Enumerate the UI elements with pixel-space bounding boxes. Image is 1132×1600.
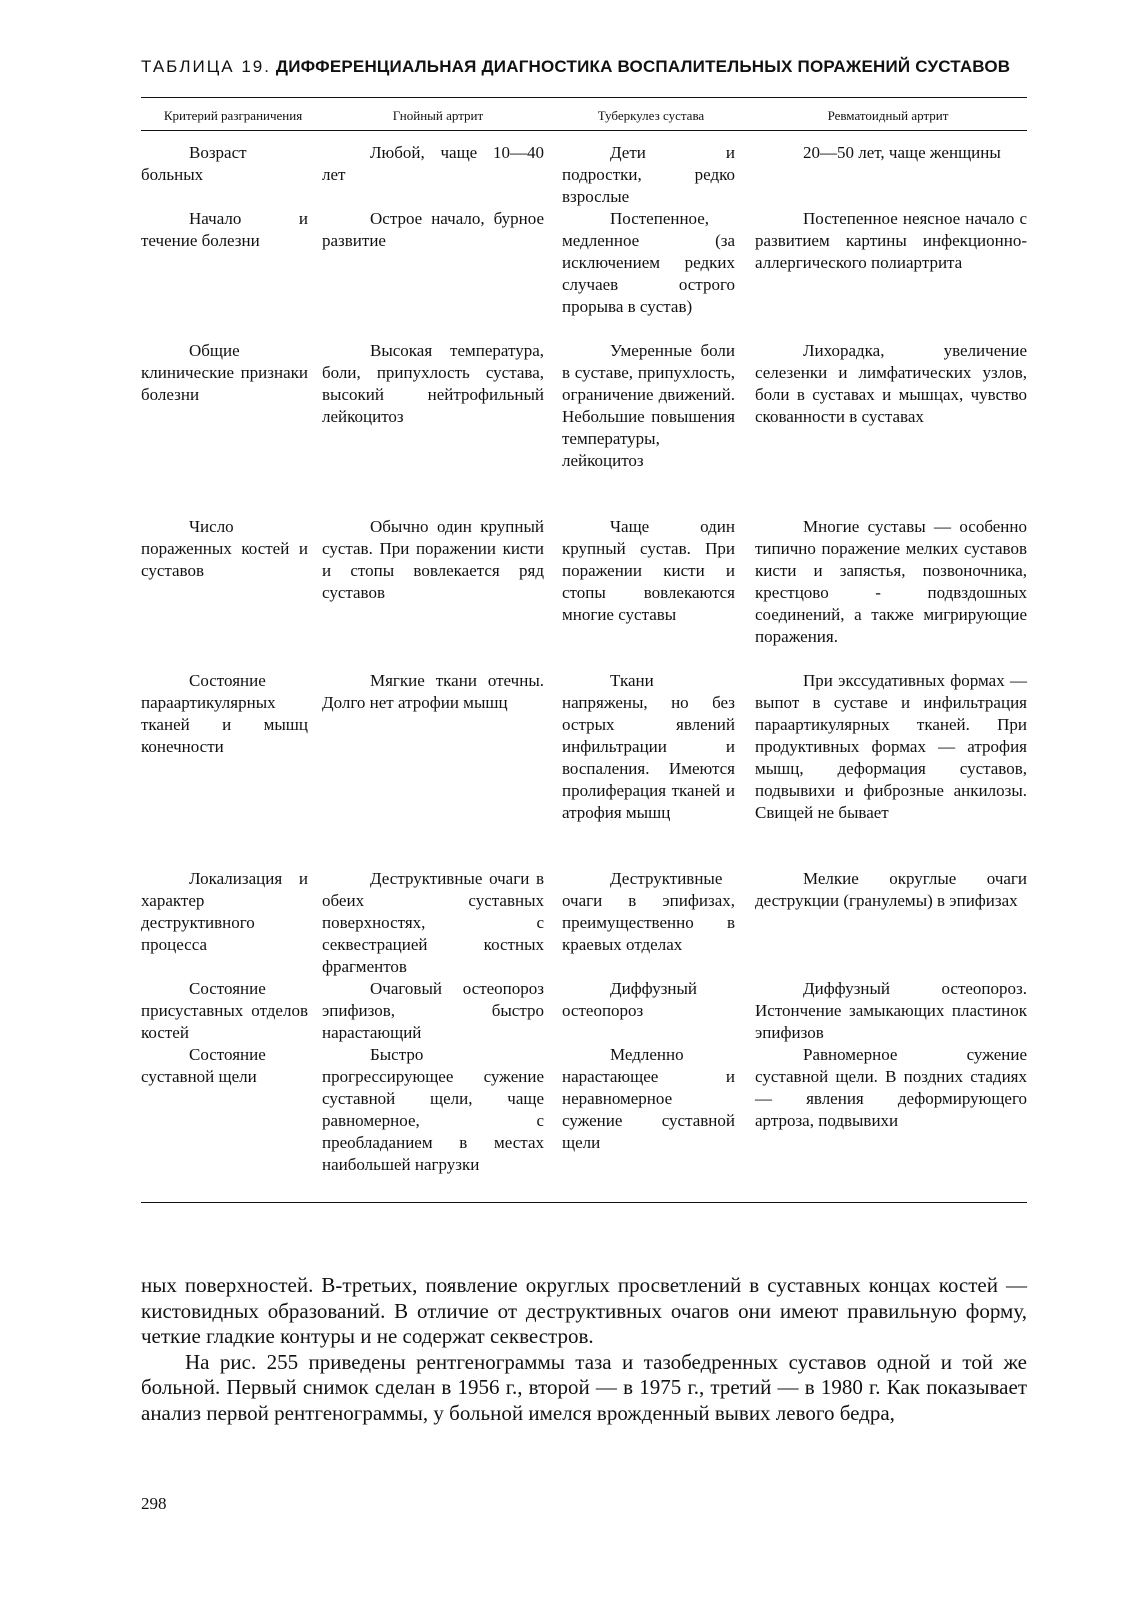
cell-tuberculosis: Умеренные боли в суставе, припухлость, ограничение движений. Небольшие повышения температуры, лейкоцитоз: [562, 341, 735, 470]
table-header: [141, 108, 1027, 126]
table-row: [141, 868, 1027, 978]
table-caption: [141, 57, 1041, 77]
table-header-rule: [141, 130, 1027, 131]
cell-rheumatoid: Диффузный остеопороз. Истончение замыкающих пластинок эпифизов: [755, 979, 1027, 1042]
cell-purulent: Острое начало, бурное развитие: [322, 209, 544, 250]
header-purulent-arthritis: Гнойный артрит: [392, 108, 484, 123]
table-row: [141, 142, 1027, 208]
cell-criterion: Локализация и характер деструктивного процесса: [141, 869, 308, 954]
cell-criterion: Общие клинические признаки болезни: [141, 341, 308, 404]
table-row: [141, 516, 1027, 670]
cell-purulent: Любой, чаще 10—40 лет: [322, 143, 544, 184]
table-row: [141, 670, 1027, 868]
cell-rheumatoid: Многие суставы — особенно типично поражение мелких суставов кисти и запястья, позвоночника, крестцово - подвздошных соединений, а также мигрирующие поражения.: [755, 517, 1027, 646]
cell-tuberculosis: Ткани напряжены, но без острых явлений инфильтрации и воспаления. Имеются пролиферация тканей и атрофия мышц: [562, 671, 735, 822]
cell-tuberculosis: Деструктивные очаги в эпифизах, преимущественно в краевых отделах: [562, 869, 735, 954]
table-top-rule: [141, 97, 1027, 98]
cell-criterion: Состояние суставной щели: [141, 1045, 266, 1086]
body-paragraph: ных поверхностей. В-третьих, появление округлых просветлений в суставных концах костей — кистовидных образований. В отличие от деструктивных очагов они имеют правильную форму, четкие гладкие контуры и не содержат секвестров.: [141, 1273, 1027, 1348]
header-rheumatoid-arthritis: Ревматоидный артрит: [827, 108, 949, 123]
cell-criterion: Число пораженных костей и суставов: [141, 517, 308, 580]
cell-rheumatoid: Лихорадка, увеличение селезенки и лимфатических узлов, боли в суставах и мышцах, чувство скованности в суставах: [755, 341, 1027, 426]
cell-rheumatoid: Равномерное сужение суставной щели. В поздних стадиях — явления деформирующего артроза, подвывихи: [755, 1045, 1027, 1130]
cell-tuberculosis: Дети и подростки, редко взрослые: [562, 143, 735, 206]
cell-criterion: Состояние присуставных отделов костей: [141, 979, 308, 1042]
table-row: [141, 978, 1027, 1044]
cell-tuberculosis: Чаще один крупный сустав. При поражении кисти и стопы вовлекаются многие суставы: [562, 517, 735, 624]
body-paragraph: На рис. 255 приведены рентгенограммы таза и тазобедренных суставов одной и той же больной. Первый снимок сделан в 1956 г., второй — в 1975 г., третий — в 1980 г. Как показывает анализ первой рентгенограммы, у больной имелся врожденный вывих левого бедра,: [141, 1349, 1027, 1425]
cell-tuberculosis: Постепенное, медленное (за исключением редких случаев острого прорыва в сустав): [562, 209, 735, 316]
page-number: 298: [141, 1494, 167, 1513]
cell-criterion: Возраст больных: [141, 143, 247, 184]
body-text: [141, 1273, 1027, 1426]
table-row: [141, 340, 1027, 516]
table-title: ДИФФЕРЕНЦИАЛЬНАЯ ДИАГНОСТИКА ВОСПАЛИТЕЛЬНЫХ ПОРАЖЕНИЙ СУСТАВОВ: [275, 57, 1011, 76]
cell-purulent: Деструктивные очаги в обеих суставных поверхностях, с секвестрацией костных фрагментов: [322, 869, 544, 976]
header-criterion: Критерий разграничения: [163, 108, 303, 123]
cell-purulent: Высокая температура, боли, припухлость сустава, высокий нейтрофильный лейкоцитоз: [322, 341, 544, 426]
cell-purulent: Быстро прогрессирующее сужение суставной щели, чаще равномерное, с преобладанием в местах наибольшей нагрузки: [322, 1045, 544, 1174]
cell-rheumatoid: Постепенное неясное начало с развитием картины инфекционно-аллергического полиартрита: [755, 209, 1027, 272]
cell-rheumatoid: Мелкие округлые очаги деструкции (гранулемы) в эпифизах: [755, 869, 1027, 910]
table-row: [141, 1044, 1027, 1176]
diagnosis-table: [141, 142, 1027, 1176]
cell-criterion: Начало и течение болезни: [141, 209, 308, 250]
cell-rheumatoid: 20—50 лет, чаще женщины: [803, 143, 1001, 162]
cell-rheumatoid: При экссудативных формах — выпот в суставе и инфильтрация параартикулярных тканей. При продуктивных формах — атрофия мышц, деформация суставов, подвывихи и фиброзные анкилозы. Свищей не бывает: [755, 671, 1027, 822]
table-label: ТАБЛИЦА 19.: [141, 57, 271, 76]
table-bottom-rule: [141, 1202, 1027, 1203]
cell-criterion: Состояние параартикулярных тканей и мышц конечности: [141, 671, 308, 756]
cell-purulent: Мягкие ткани отечны. Долго нет атрофии мышц: [322, 671, 544, 712]
cell-purulent: Обычно один крупный сустав. При поражении кисти и стопы вовлекается ряд суставов: [322, 517, 544, 602]
cell-purulent: Очаговый остеопороз эпифизов, быстро нарастающий: [322, 979, 544, 1042]
cell-tuberculosis: Диффузный остеопороз: [562, 979, 698, 1020]
table-row: [141, 208, 1027, 340]
cell-tuberculosis: Медленно нарастающее и неравномерное сужение суставной щели: [562, 1045, 735, 1152]
header-joint-tuberculosis: Туберкулез сустава: [597, 108, 705, 123]
